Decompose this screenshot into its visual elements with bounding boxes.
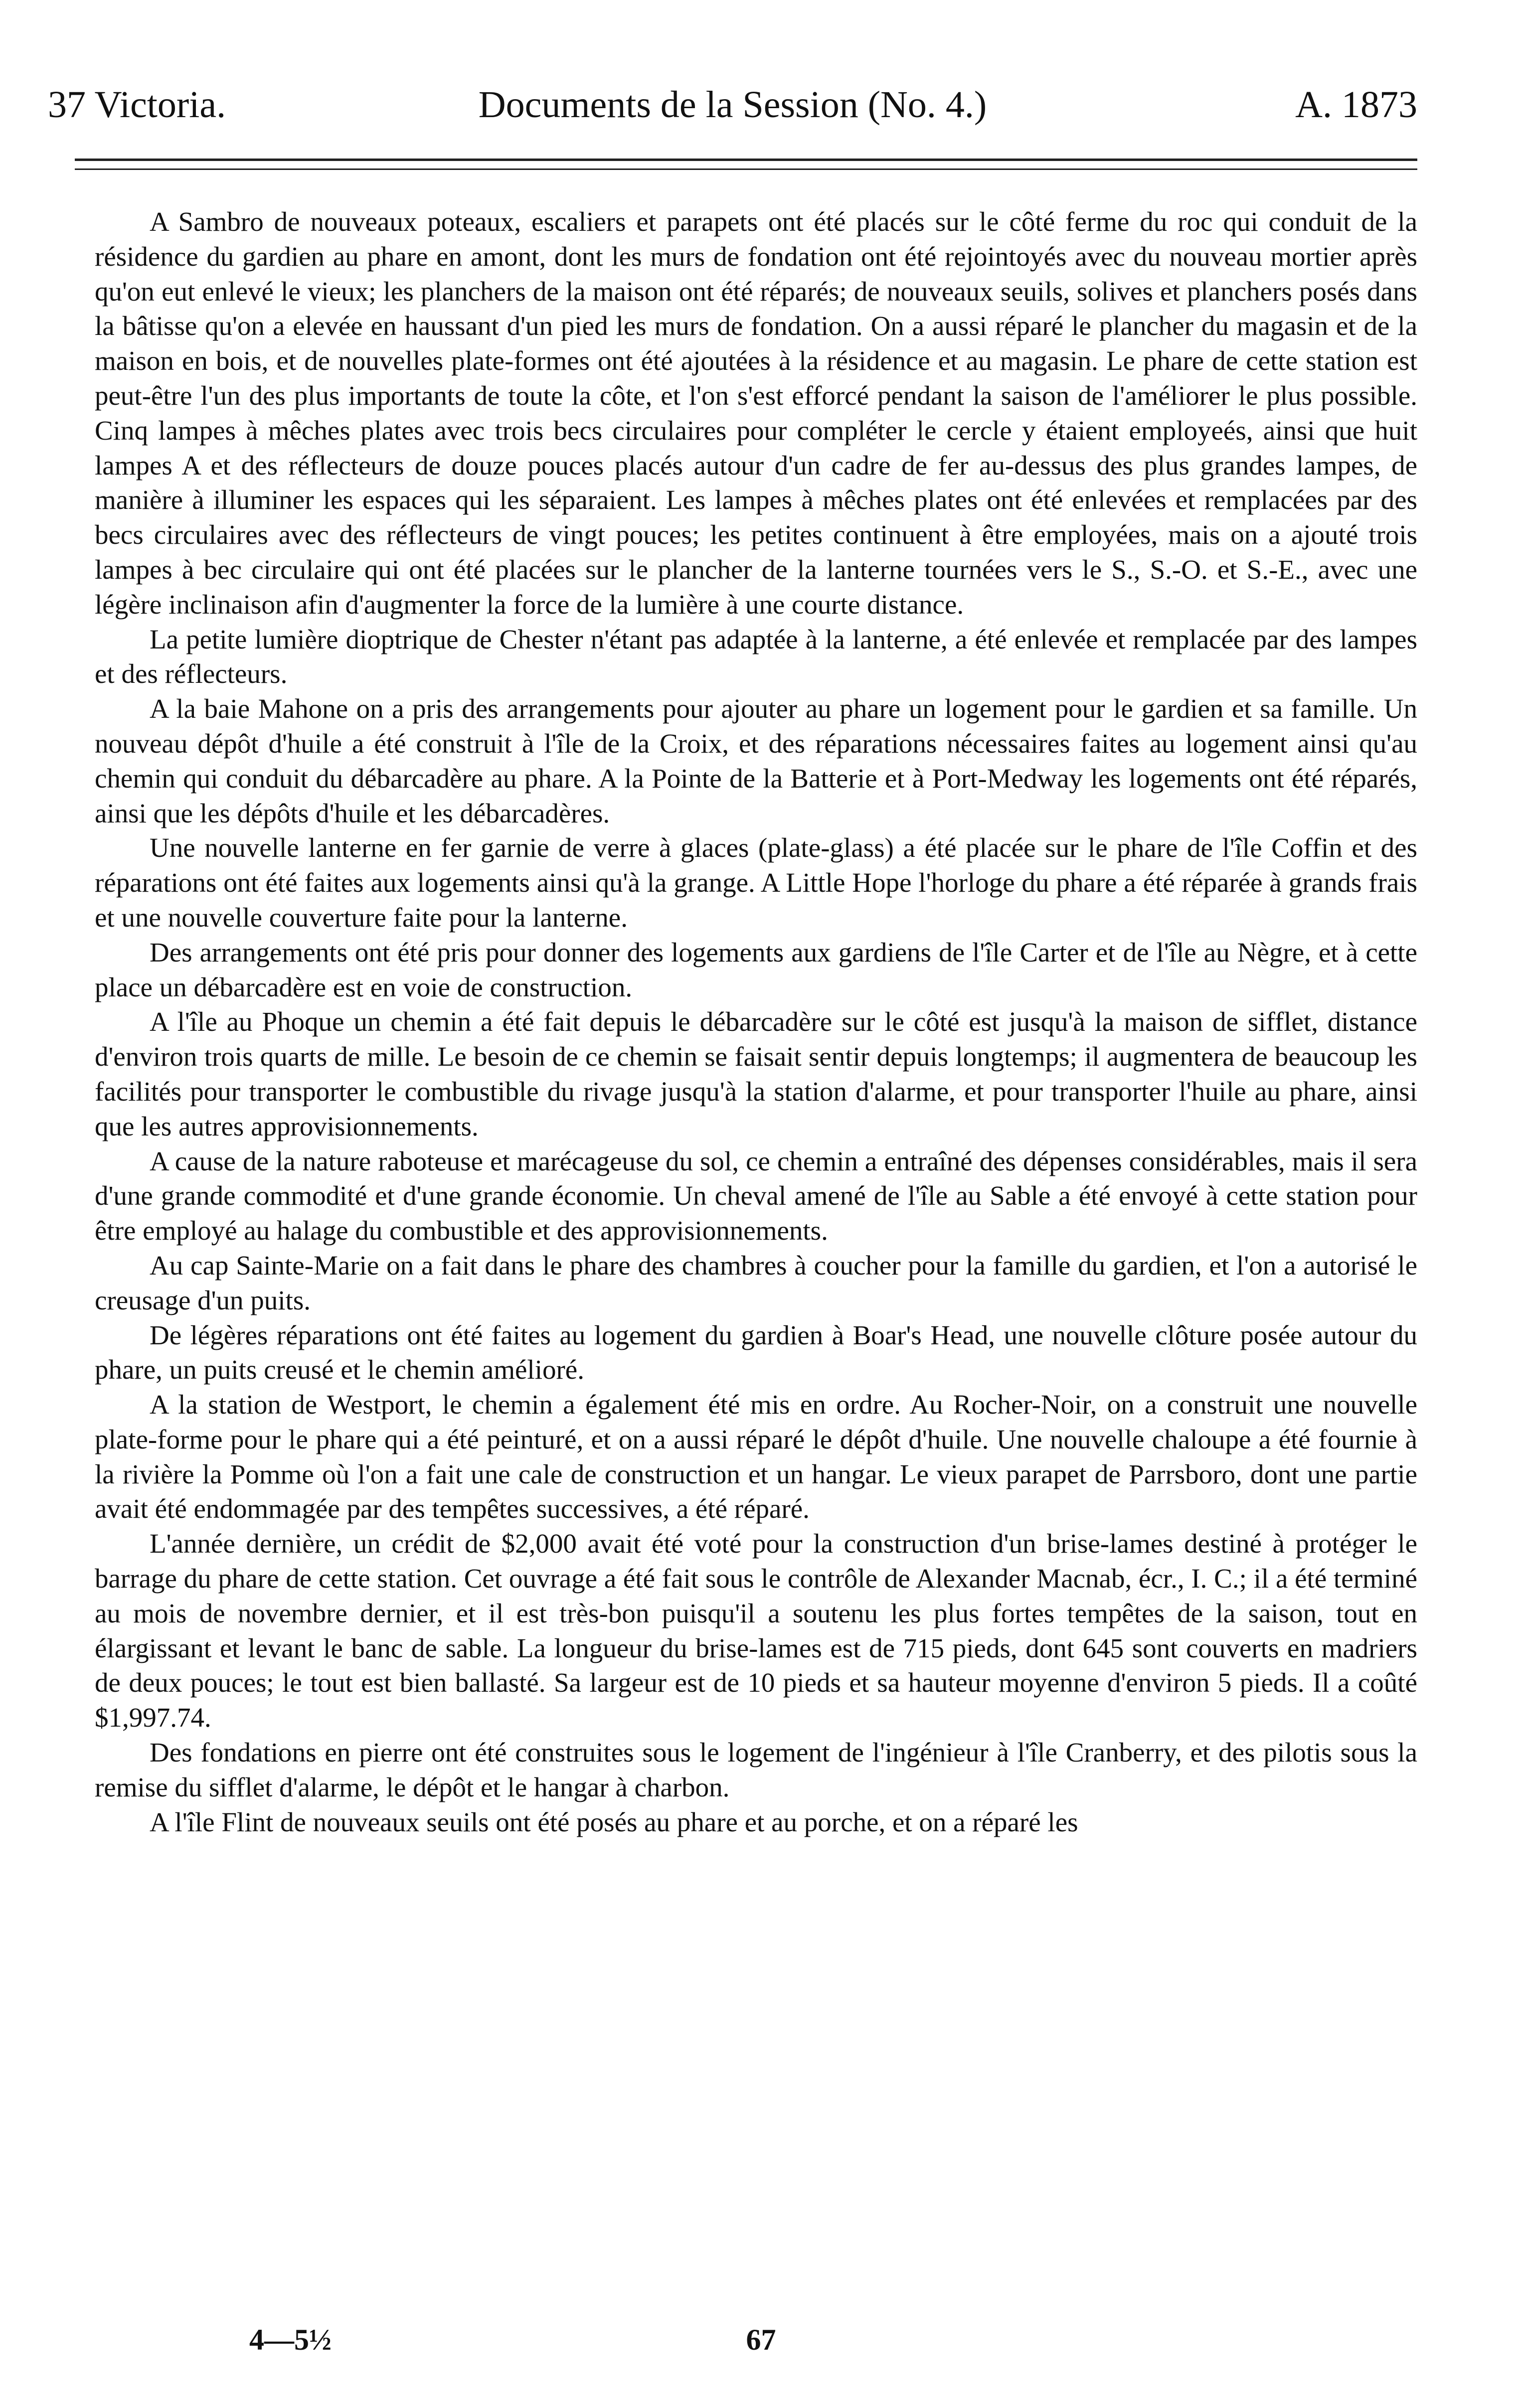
header-rule [75,159,1417,161]
paragraph-phoque: A l'île au Phoque un chemin a été fait depuis le débarcadère sur le côté est jusqu'à la maison de sifflet, distance d'environ trois quarts de mille. Le besoin de ce chemin se faisait sentir depuis longtemps; il augmentera de beaucoup les facilités pour transporter le combustible du rivage jusqu'à la station d'alarme, et pour transporter l'huile au phare, ainsi que les autres approvisionnements. [95,1006,1417,1141]
paragraph-brise-lames: L'année dernière, un crédit de $2,000 avait été voté pour la construction d'un brise-lames destiné à protéger le barrage du phare de cette station. Cet ouvrage a été fait sous le contrôle de Alexander Macnab, écr., I. C.; il a été terminé au mois de novembre dernier, et il est très-bon puisqu'il a soutenu les plus fortes tempêtes de la saison, tout en élargissant et levant le banc de sable. La longueur du brise-lames est de 715 pieds, dont 645 sont couverts en madriers de deux pouces; le tout est bien ballasté. Sa largeur est de 10 pieds et sa hauteur moyenne d'environ 5 pieds. Il a coûté $1,997.74. [95,1528,1417,1733]
paragraph-raboteuse: A cause de la nature raboteuse et marécageuse du sol, ce chemin a entraîné des dépenses considérables, mais il sera d'une grande commodité et d'une grande économie. Un cheval amené de l'île au Sable a été envoyé à cette station pour être employé au halage du combustible et des approvisionnements. [95,1145,1417,1246]
header-title: Documents de la Session (No. 4.) [478,84,987,126]
paragraph-chester: La petite lumière dioptrique de Chester n'étant pas adaptée à la lanterne, a été enlevée et remplacée par des lampes et des réflecteurs. [95,624,1417,689]
paragraph-mahone: A la baie Mahone on a pris des arrangements pour ajouter au phare un logement pour le gardien et sa famille. Un nouveau dépôt d'huile a été construit à l'île de la Croix, et des réparations nécessaires faites au logement ainsi qu'au chemin qui conduit du débarcadère au phare. A la Pointe de la Batterie et à Port-Medway les logements ont été réparés, ainsi que les dépôts d'huile et les débarcadères. [95,693,1417,828]
header-volume: 37 Victoria. [48,84,226,126]
running-header [48,75,1417,135]
paragraph-sambro: A Sambro de nouveaux poteaux, escaliers et parapets ont été placés sur le côté ferme du roc qui conduit de la résidence du gardien au phare en amont, dont les murs de fondation ont été rejointoyés avec du nouveau mortier après qu'on eut enlevé le vieux; les planchers de la maison ont été réparés; de nouveaux seuils, solives et planchers posés dans la bâtisse qu'on a elevée en haussant d'un pied les murs de fondation. On a aussi réparé le plancher du magasin et de la maison en bois, et de nouvelles plate-formes ont été ajoutées à la résidence et au magasin. Le phare de cette station est peut-être l'un des plus importants de toute la côte, et l'on s'est efforcé pendant la saison de l'améliorer le plus possible. Cinq lampes à mêches plates avec trois becs circulaires pour compléter le cercle y étaient employeés, ainsi que huit lampes A et des réflecteurs de douze pouces placés autour d'un cadre de fer au-dessus des plus grandes lampes, de manière à illuminer les espaces qui les séparaient. Les lampes à mêches plates ont été enlevées et remplacées par des becs circulaires avec des réflecteurs de vingt pouces; les petites continuent à être employées, mais on a ajouté trois lampes à bec circulaire qui ont été placées sur le plancher de la lanterne tournées vers le S., S.-O. et S.-E., avec une légère inclinaison afin d'augmenter la force de la lumière à une courte distance. [95,206,1417,620]
report-body [95,204,1417,1839]
paragraph-coffin: Une nouvelle lanterne en fer garnie de verre à glaces (plate-glass) a été placée sur le phare de l'île Coffin et des réparations ont été faites aux logements ainsi qu'à la grange. A Little Hope l'horloge du phare a été réparée à grands frais et une nouvelle couverture faite pour la lanterne. [95,832,1417,933]
page-number: 67 [746,2323,776,2356]
paragraph-flint: A l'île Flint de nouveaux seuils ont été posés au phare et au porche, et on a réparé les [150,1806,1078,1837]
paragraph-boars-head: De légères réparations ont été faites au logement du gardien à Boar's Head, une nouvelle clôture posée autour du phare, un puits creusé et le chemin amélioré. [95,1319,1417,1385]
header-rule-thin [75,168,1417,170]
paragraph-carter: Des arrangements ont été pris pour donner des logements aux gardiens de l'île Carter et de l'île au Nègre, et à cette place un débarcadère est en voie de construction. [95,937,1417,1002]
paragraph-westport: A la station de Westport, le chemin a également été mis en ordre. Au Rocher-Noir, on a construit une nouvelle plate-forme pour le phare qui a été peinturé, et on a aussi réparé le dépôt d'huile. Une nouvelle chaloupe a été fournie à la rivière la Pomme où l'on a fait une cale de construction et un hangar. Le vieux parapet de Parrsboro, dont une partie avait été endommagée par des tempêtes successives, a été réparé. [95,1389,1417,1524]
page-footer [209,2323,1313,2363]
paragraph-sainte-marie: Au cap Sainte-Marie on a fait dans le phare des chambres à coucher pour la famille du gardien, et l'on a autorisé le creusage d'un puits. [95,1250,1417,1315]
paragraph-cranberry: Des fondations en pierre ont été construites sous le logement de l'ingénieur à l'île Cranberry, et des pilotis sous la remise du sifflet d'alarme, le dépôt et le hangar à charbon. [95,1737,1417,1802]
header-year: A. 1873 [1295,84,1417,126]
signature-mark: 4—5½ [249,2323,332,2356]
